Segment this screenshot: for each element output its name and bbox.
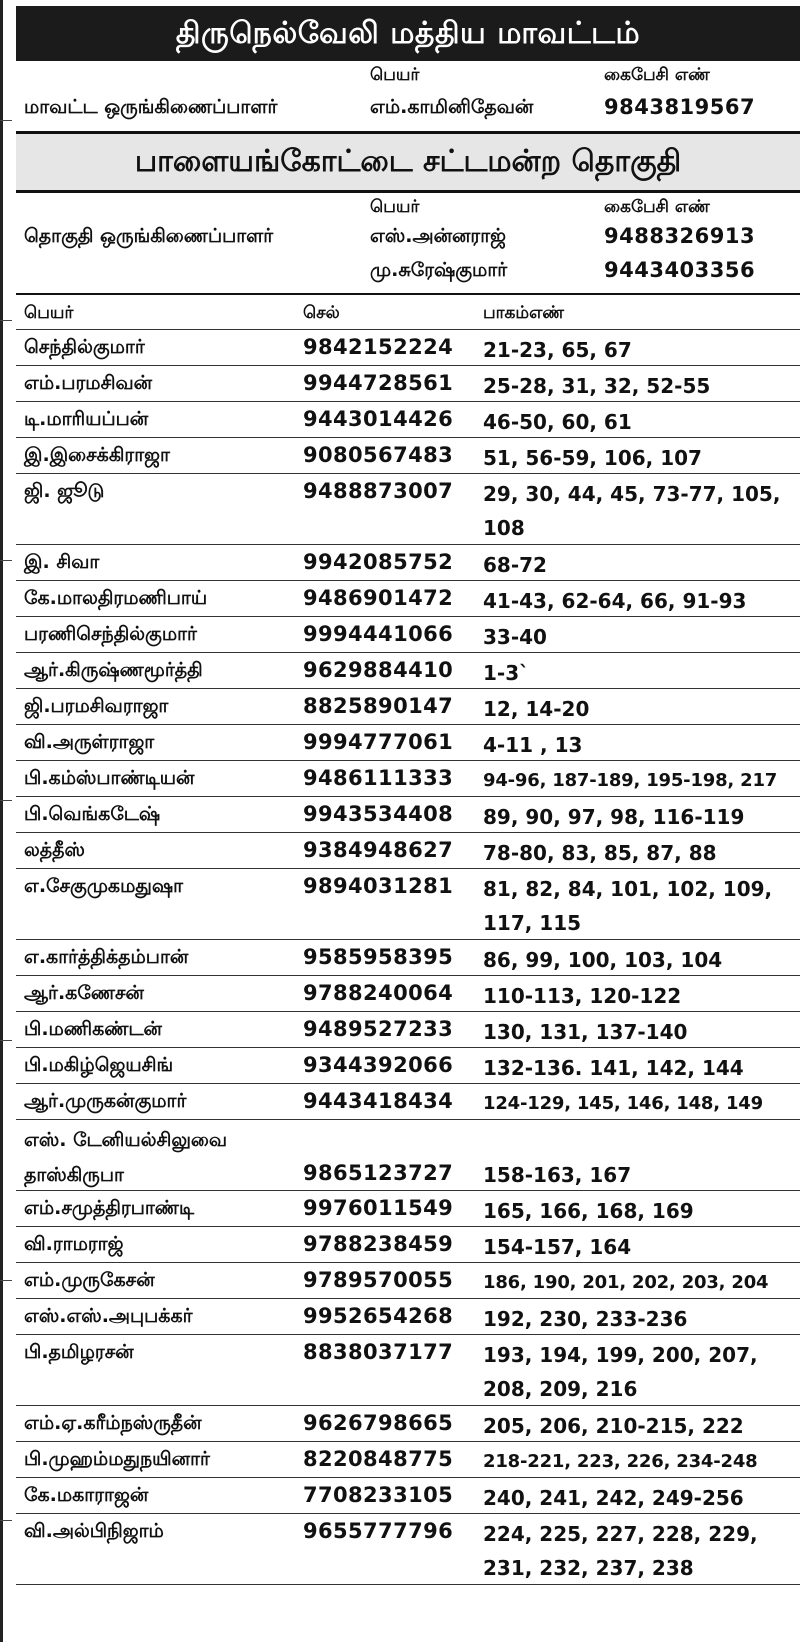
district-title: திருநெல்வேலி மத்திய மாவட்டம் [16,6,800,61]
table-row [16,330,800,366]
booth-numbers: 86, 99, 100, 103, 104 [483,948,723,972]
booth-numbers: 192, 230, 233-236 [483,1307,688,1331]
booth-numbers: 12, 14-20 [483,697,590,721]
agent-name: லத்தீஸ் [24,839,85,861]
table-row [16,402,800,438]
booth-numbers: 240, 241, 242, 249-256 [483,1486,744,1510]
booth-numbers: 205, 206, 210-215, 222 [483,1414,744,1438]
table-row [16,474,800,545]
margin-tick [0,120,12,121]
agent-phone: 9488873007 [303,479,454,503]
agent-name: ஆர்.கிருஷ்ணமூர்த்தி [24,659,203,681]
margin-tick [0,800,12,801]
agent-name: பி.முஹம்மதுநயினார் [24,1448,210,1470]
booth-numbers: 154-157, 164 [483,1235,632,1259]
booth-numbers: 94-96, 187-189, 195-198, 217 [483,770,778,791]
booth-numbers: 21-23, 65, 67 [483,338,632,362]
coordinator-phone: 9843819567 [604,95,756,119]
coordinator-name: எம்.காமினிதேவன் [370,96,534,118]
agent-phone: 9443014426 [303,407,454,431]
agent-phone: 9842152224 [303,335,454,359]
booth-numbers: 110-113, 120-122 [483,984,682,1008]
margin-tick [0,1040,12,1041]
agent-name: வி.அருள்ராஜா [24,731,155,753]
table-row [16,833,800,869]
table-row [16,1120,800,1191]
agent-phone: 9486901472 [303,586,454,610]
coordinator-phone: 9488326913 [604,224,756,248]
agent-phone: 9788238459 [303,1232,454,1256]
coordinator-phone: 9443403356 [604,258,756,282]
agent-phone: 9080567483 [303,443,454,467]
agent-name: கே.மாலதிரமணிபாய் [24,587,208,609]
table-row [16,797,800,833]
agent-phone: 9865123727 [303,1161,454,1185]
agent-name: ஆர்.முருகன்குமார் [24,1090,187,1112]
agent-name: எஸ். டேனியல்சிலுவை தாஸ்கிருபா [24,1129,228,1186]
table-row [16,1335,800,1406]
agent-phone: 9952654268 [303,1304,454,1328]
constituency-title: பாளையங்கோட்டை சட்டமன்ற தொகுதி [16,131,800,193]
constituency-coordinator-row [16,255,800,289]
agent-phone: 9629884410 [303,658,454,682]
agent-name: இ.இசைக்கிராஜா [24,444,170,466]
agent-phone: 9626798665 [303,1411,454,1435]
booth-numbers: 51, 56-59, 106, 107 [483,446,702,470]
agent-name: வி.அல்பிநிஜாம் [24,1520,164,1542]
column-header-name: பெயர் [24,303,74,323]
agent-phone: 9443418434 [303,1089,454,1113]
agent-name: எம்.சமுத்திரபாண்டி [24,1197,195,1219]
table-row [16,1514,800,1585]
table-row [16,1084,800,1120]
margin-tick [0,560,12,561]
booth-numbers: 132-136. 141, 142, 144 [483,1056,744,1080]
booth-numbers: 165, 166, 168, 169 [483,1199,694,1223]
booth-numbers: 29, 30, 44, 45, 73-77, 105, 108 [483,482,781,540]
table-row [16,1442,800,1478]
table-row [16,1012,800,1048]
booth-numbers: 186, 190, 201, 202, 203, 204 [483,1272,769,1293]
agent-name: பி.வெங்கடேஷ் [24,803,161,825]
agent-phone: 9994777061 [303,730,454,754]
agent-phone: 9976011549 [303,1196,454,1220]
agent-name: எம்.முருகேசன் [24,1269,155,1291]
table-row [16,438,800,474]
name-header: பெயர் [370,197,420,217]
column-header-phone: செல் [303,303,340,323]
agent-name: செந்தில்குமார் [24,336,145,358]
agent-name: எ.சேகுமுகமதுஷா [24,875,184,897]
agent-phone: 7708233105 [303,1483,454,1507]
district-coordinator-row [16,89,800,131]
margin-tick [0,1280,12,1281]
agent-phone: 9585958395 [303,945,454,969]
coordinator-name: மு.சுரேஷ்குமார் [370,259,508,281]
table-row [16,1227,800,1263]
left-margin-rule [0,0,3,1642]
agent-phone: 9894031281 [303,874,454,898]
agent-name: பி.தமிழரசன் [24,1341,134,1363]
booth-numbers: 193, 194, 199, 200, 207, 208, 209, 216 [483,1343,758,1401]
agent-phone: 9942085752 [303,550,454,574]
agent-phone: 8838037177 [303,1340,454,1364]
agent-phone: 9655777796 [303,1519,454,1543]
booth-numbers: 41-43, 62-64, 66, 91-93 [483,589,747,613]
phone-header: கைபேசி எண் [604,197,710,217]
table-row [16,581,800,617]
role-label: மாவட்ட ஒருங்கிணைப்பாளர் [24,96,278,118]
agent-name: எஸ்.எஸ்.அபுபக்கர் [24,1305,193,1327]
table-row [16,366,800,402]
booth-numbers: 81, 82, 84, 101, 102, 109, 117, 115 [483,877,773,935]
booth-numbers: 68-72 [483,553,547,577]
table-header [16,295,800,330]
table-row [16,689,800,725]
booth-numbers: 124-129, 145, 146, 148, 149 [483,1093,763,1114]
agent-phone: 9994441066 [303,622,454,646]
table-row [16,940,800,976]
agent-phone: 9788240064 [303,981,454,1005]
table-row [16,725,800,761]
phone-header: கைபேசி எண் [604,65,710,85]
table-row [16,545,800,581]
booth-numbers: 46-50, 60, 61 [483,410,632,434]
agent-name: ஜி. ஜூடு [24,480,105,502]
margin-tick [0,1520,12,1521]
coordinator-list-page [16,6,800,1585]
name-header: பெயர் [370,65,420,85]
agent-phone: 8220848775 [303,1447,454,1471]
agent-name: பி.மகிழ்ஜெயசிங் [24,1054,174,1076]
booth-numbers: 1-3` [483,661,530,685]
booth-numbers: 25-28, 31, 32, 52-55 [483,374,711,398]
agent-name: டி.மாரியப்பன் [24,408,149,430]
agent-name: ஆர்.கணேசன் [24,982,144,1004]
table-row [16,1406,800,1442]
table-row [16,617,800,653]
agent-phone: 9489527233 [303,1017,454,1041]
coordinator-name: எஸ்.அன்னராஜ் [370,225,507,247]
agent-phone: 9384948627 [303,838,454,862]
booth-numbers: 130, 131, 137-140 [483,1020,688,1044]
table-row [16,1299,800,1335]
role-label: தொகுதி ஒருங்கிணைப்பாளர் [24,225,274,247]
agent-name: கே.மகாராஜன் [24,1484,149,1506]
agent-phone: 8825890147 [303,694,454,718]
agent-phone: 9944728561 [303,371,454,395]
agent-name: பரணிசெந்தில்குமார் [24,623,197,645]
table-row [16,869,800,940]
district-column-header [16,61,800,89]
column-header-booth: பாகம்எண் [483,303,564,323]
table-row [16,1191,800,1227]
booth-numbers: 33-40 [483,625,547,649]
booth-numbers: 218-221, 223, 226, 234-248 [483,1451,758,1472]
table-row [16,761,800,797]
table-row [16,1263,800,1299]
constituency-coordinator-row [16,221,800,255]
margin-tick [0,320,12,321]
booth-numbers: 4-11 , 13 [483,733,583,757]
agent-name: இ. சிவா [24,551,100,573]
agent-phone: 9344392066 [303,1053,454,1077]
agent-name: வி.ராமராஜ் [24,1233,124,1255]
constituency-column-header [16,193,800,221]
booth-numbers: 89, 90, 97, 98, 116-119 [483,805,745,829]
table-row [16,976,800,1012]
agent-name: எ.கார்த்திக்தம்பான் [24,946,189,968]
booth-numbers: 158-163, 167 [483,1163,632,1187]
agent-name: ஜி.பரமசிவராஜா [24,695,169,717]
agent-name: பி.மணிகண்டன் [24,1018,162,1040]
agent-phone: 9943534408 [303,802,454,826]
agent-name: எம்.பரமசிவன் [24,372,153,394]
booth-numbers: 224, 225, 227, 228, 229, 231, 232, 237, 238 [483,1522,758,1580]
table-row [16,1478,800,1514]
agent-name: எம்.ஏ.கரீம்நஸ்ருதீன் [24,1412,202,1434]
booth-agent-table [16,293,800,1585]
agent-name: பி.கம்ஸ்பாண்டியன் [24,767,195,789]
table-row [16,1048,800,1084]
agent-phone: 9486111333 [303,766,454,790]
booth-numbers: 78-80, 83, 85, 87, 88 [483,841,717,865]
table-row [16,653,800,689]
agent-phone: 9789570055 [303,1268,454,1292]
